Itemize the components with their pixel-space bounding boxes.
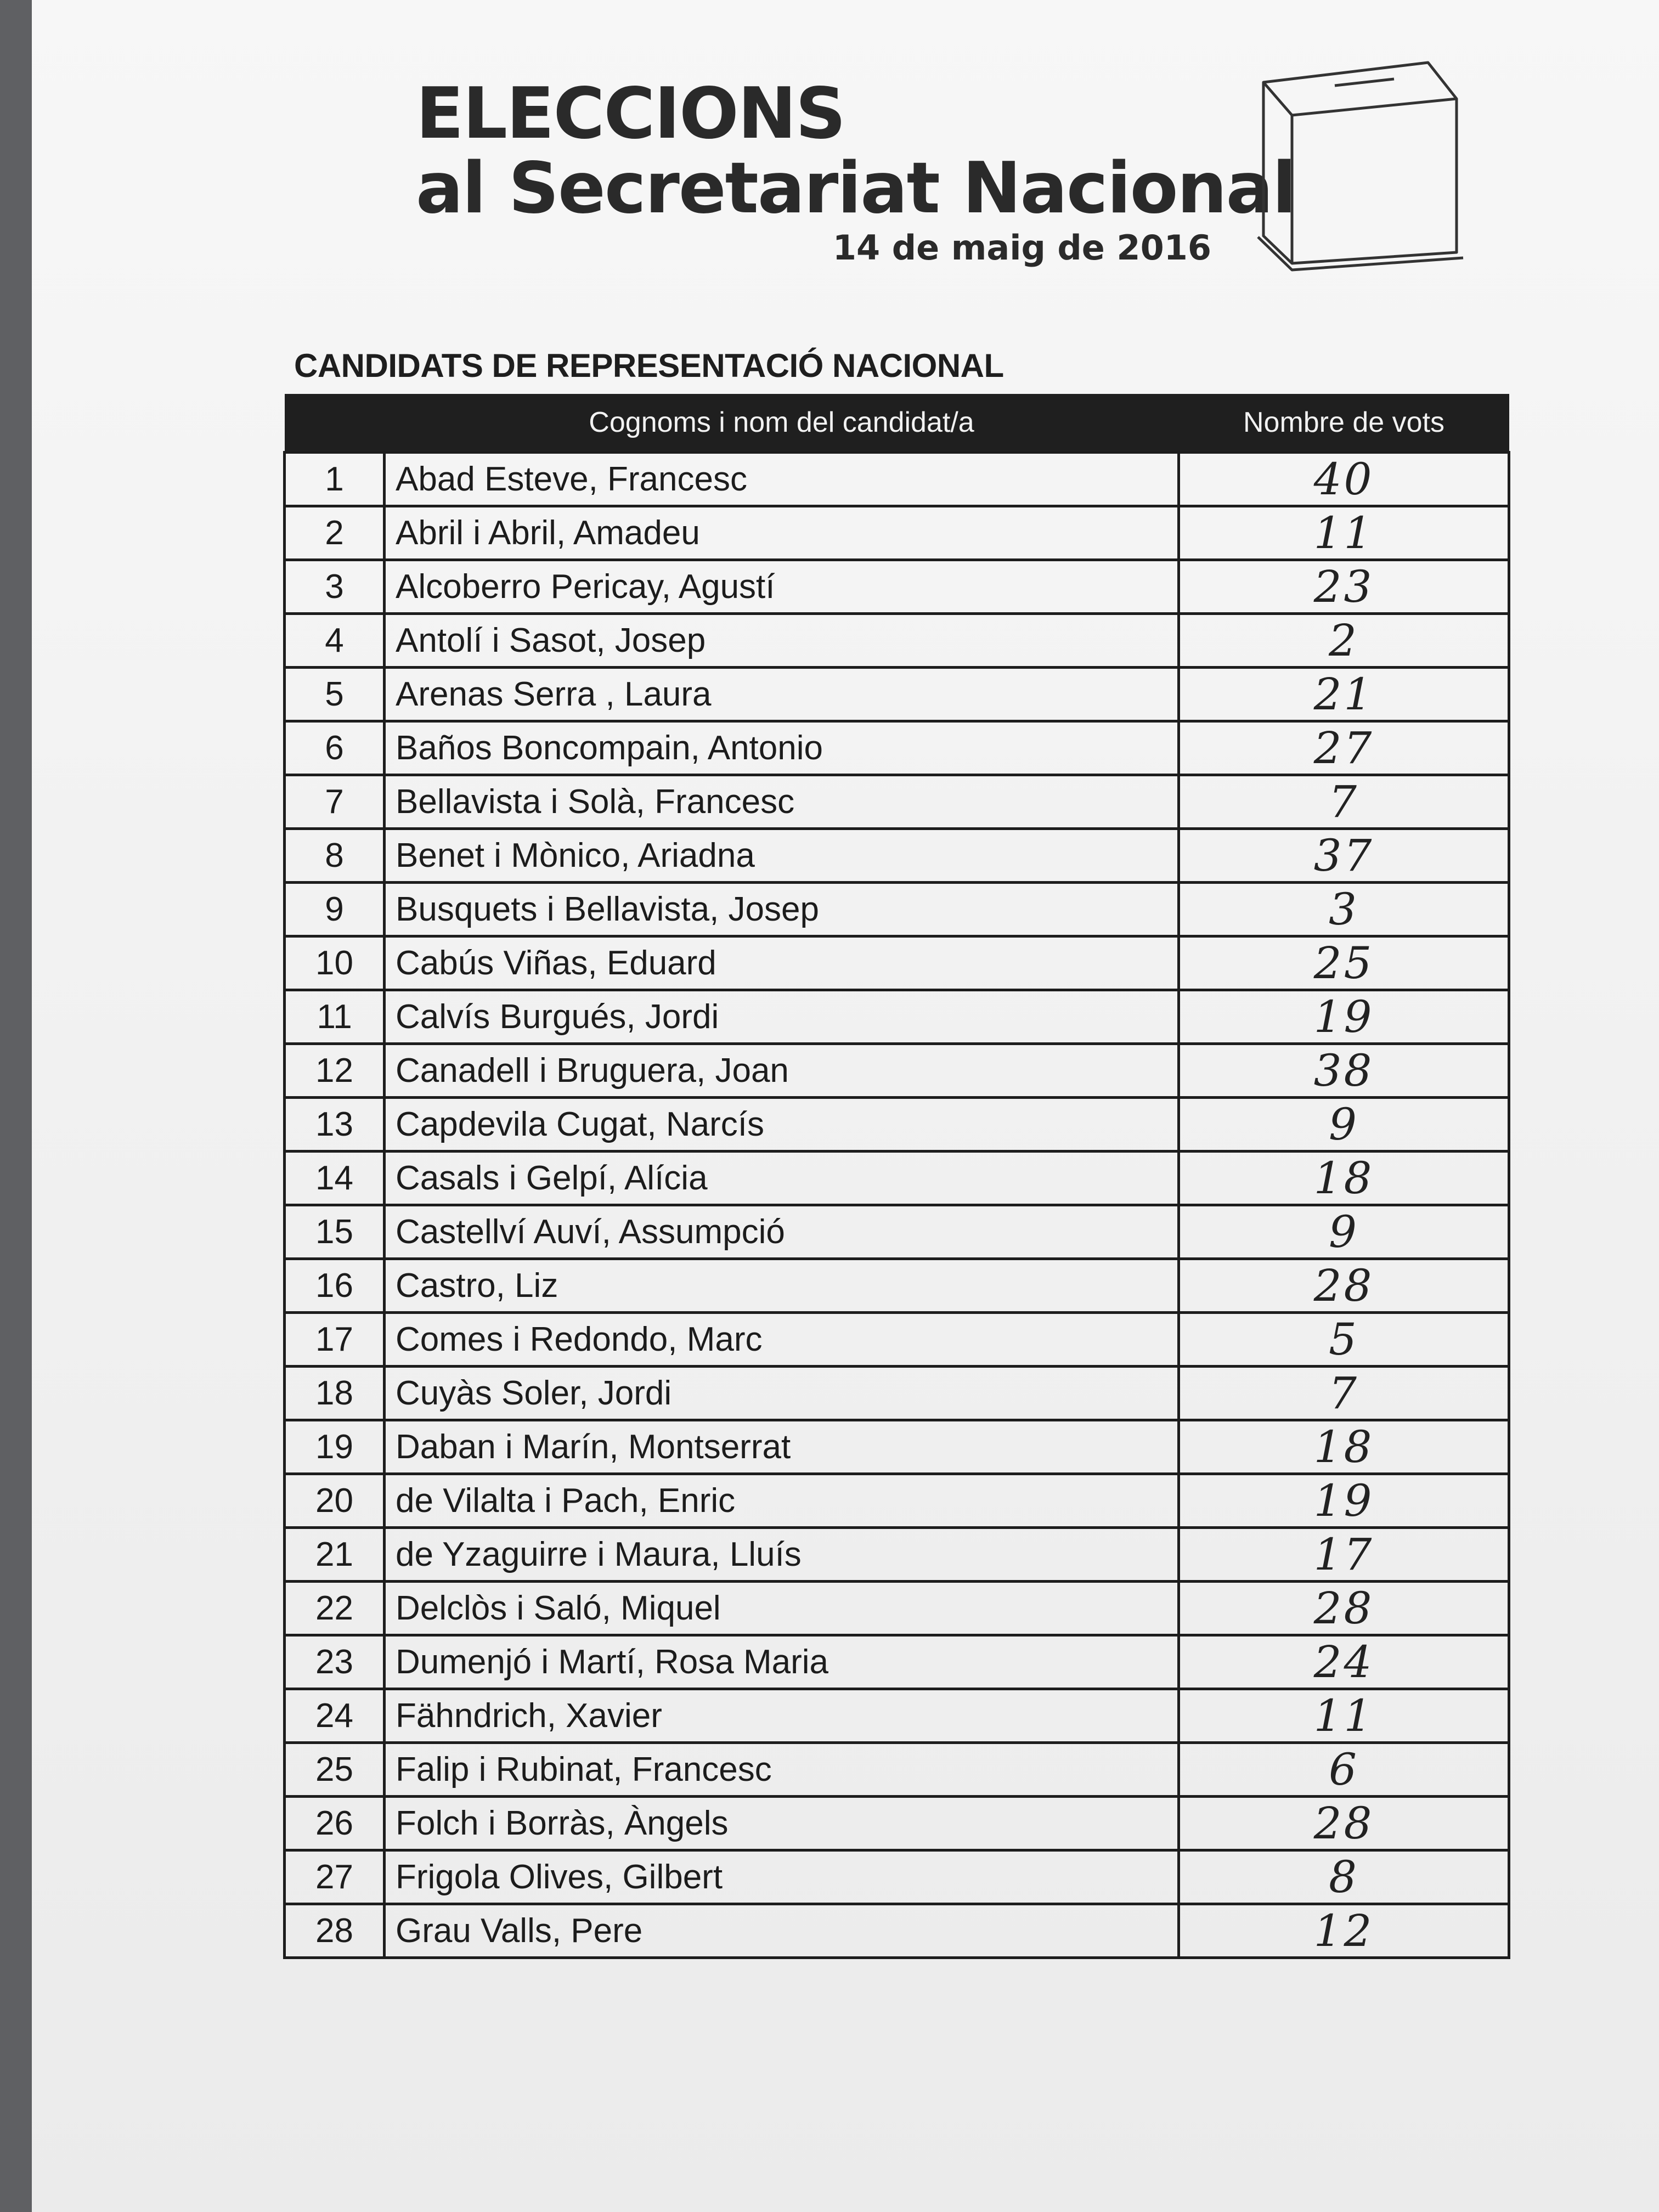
row-number: 27 bbox=[285, 1850, 385, 1904]
table-row bbox=[285, 1582, 1509, 1635]
candidate-name: de Vilalta i Pach, Enric bbox=[385, 1474, 1179, 1528]
vote-count: 17 bbox=[1179, 1528, 1509, 1582]
table-row bbox=[285, 614, 1509, 668]
candidates-table bbox=[283, 394, 1510, 1959]
vote-count: 28 bbox=[1179, 1259, 1509, 1313]
row-number: 3 bbox=[285, 560, 385, 614]
vote-count: 28 bbox=[1179, 1582, 1509, 1635]
row-number: 15 bbox=[285, 1205, 385, 1259]
row-number: 22 bbox=[285, 1582, 385, 1635]
vote-count: 28 bbox=[1179, 1797, 1509, 1850]
candidate-name: Abril i Abril, Amadeu bbox=[385, 506, 1179, 560]
vote-count: 9 bbox=[1179, 1098, 1509, 1152]
candidate-name: Canadell i Bruguera, Joan bbox=[385, 1044, 1179, 1098]
row-number: 4 bbox=[285, 614, 385, 668]
candidate-name: Busquets i Bellavista, Josep bbox=[385, 883, 1179, 936]
vote-count: 38 bbox=[1179, 1044, 1509, 1098]
candidate-name: Baños Boncompain, Antonio bbox=[385, 721, 1179, 775]
table-row bbox=[285, 936, 1509, 990]
candidate-name: Comes i Redondo, Marc bbox=[385, 1313, 1179, 1367]
row-number: 5 bbox=[285, 668, 385, 721]
row-number: 10 bbox=[285, 936, 385, 990]
vote-count: 2 bbox=[1179, 614, 1509, 668]
row-number: 26 bbox=[285, 1797, 385, 1850]
table-row bbox=[285, 668, 1509, 721]
table-row bbox=[285, 1904, 1509, 1958]
candidate-name: Antolí i Sasot, Josep bbox=[385, 614, 1179, 668]
vote-count: 7 bbox=[1179, 775, 1509, 829]
table-row bbox=[285, 1152, 1509, 1205]
table-row bbox=[285, 1797, 1509, 1850]
section-title: CANDIDATS DE REPRESENTACIÓ NACIONAL bbox=[294, 347, 1004, 384]
table-row bbox=[285, 1098, 1509, 1152]
row-number: 6 bbox=[285, 721, 385, 775]
table-row bbox=[285, 775, 1509, 829]
table-row bbox=[285, 1420, 1509, 1474]
vote-count: 11 bbox=[1179, 506, 1509, 560]
table-row bbox=[285, 721, 1509, 775]
row-number: 7 bbox=[285, 775, 385, 829]
row-number: 13 bbox=[285, 1098, 385, 1152]
candidate-name: Castro, Liz bbox=[385, 1259, 1179, 1313]
election-title bbox=[416, 73, 1295, 270]
table-row bbox=[285, 453, 1509, 506]
row-number: 2 bbox=[285, 506, 385, 560]
column-header-candidate: Cognoms i nom del candidat/a bbox=[385, 394, 1179, 453]
vote-count: 8 bbox=[1179, 1850, 1509, 1904]
table-row bbox=[285, 1850, 1509, 1904]
vote-count: 37 bbox=[1179, 829, 1509, 883]
candidate-name: Calvís Burgués, Jordi bbox=[385, 990, 1179, 1044]
row-number: 28 bbox=[285, 1904, 385, 1958]
candidate-name: de Yzaguirre i Maura, Lluís bbox=[385, 1528, 1179, 1582]
vote-count: 23 bbox=[1179, 560, 1509, 614]
table-row bbox=[285, 1743, 1509, 1797]
row-number: 24 bbox=[285, 1689, 385, 1743]
vote-count: 19 bbox=[1179, 990, 1509, 1044]
table-row bbox=[285, 1367, 1509, 1420]
row-number: 1 bbox=[285, 453, 385, 506]
election-date: 14 de maig de 2016 bbox=[832, 228, 1211, 268]
candidate-name: Arenas Serra , Laura bbox=[385, 668, 1179, 721]
candidate-name: Capdevila Cugat, Narcís bbox=[385, 1098, 1179, 1152]
table-row bbox=[285, 560, 1509, 614]
candidate-name: Daban i Marín, Montserrat bbox=[385, 1420, 1179, 1474]
candidate-name: Grau Valls, Pere bbox=[385, 1904, 1179, 1958]
candidate-name: Cuyàs Soler, Jordi bbox=[385, 1367, 1179, 1420]
candidate-name: Abad Esteve, Francesc bbox=[385, 453, 1179, 506]
row-number: 20 bbox=[285, 1474, 385, 1528]
table-row bbox=[285, 1205, 1509, 1259]
ballot-sheet bbox=[32, 0, 1659, 2212]
vote-count: 3 bbox=[1179, 883, 1509, 936]
table-header-row bbox=[285, 394, 1509, 453]
column-header-votes: Nombre de vots bbox=[1179, 394, 1509, 453]
candidate-name: Castellví Auví, Assumpció bbox=[385, 1205, 1179, 1259]
row-number: 19 bbox=[285, 1420, 385, 1474]
vote-count: 12 bbox=[1179, 1904, 1509, 1958]
vote-count: 18 bbox=[1179, 1420, 1509, 1474]
candidate-name: Frigola Olives, Gilbert bbox=[385, 1850, 1179, 1904]
row-number: 25 bbox=[285, 1743, 385, 1797]
row-number: 11 bbox=[285, 990, 385, 1044]
candidate-name: Cabús Viñas, Eduard bbox=[385, 936, 1179, 990]
row-number: 12 bbox=[285, 1044, 385, 1098]
vote-count: 5 bbox=[1179, 1313, 1509, 1367]
table-row bbox=[285, 1689, 1509, 1743]
vote-count: 18 bbox=[1179, 1152, 1509, 1205]
table-row bbox=[285, 506, 1509, 560]
vote-count: 40 bbox=[1179, 453, 1509, 506]
row-number: 23 bbox=[285, 1635, 385, 1689]
candidate-name: Fähndrich, Xavier bbox=[385, 1689, 1179, 1743]
table-row bbox=[285, 1474, 1509, 1528]
table-row bbox=[285, 1528, 1509, 1582]
vote-count: 25 bbox=[1179, 936, 1509, 990]
table-row bbox=[285, 1313, 1509, 1367]
candidate-name: Falip i Rubinat, Francesc bbox=[385, 1743, 1179, 1797]
title-line-2: al Secretariat Nacional bbox=[416, 148, 1295, 229]
row-number: 14 bbox=[285, 1152, 385, 1205]
vote-count: 6 bbox=[1179, 1743, 1509, 1797]
table-row bbox=[285, 883, 1509, 936]
vote-count: 9 bbox=[1179, 1205, 1509, 1259]
row-number: 16 bbox=[285, 1259, 385, 1313]
candidate-name: Dumenjó i Martí, Rosa Maria bbox=[385, 1635, 1179, 1689]
candidate-name: Folch i Borràs, Àngels bbox=[385, 1797, 1179, 1850]
table-row bbox=[285, 1044, 1509, 1098]
row-number: 17 bbox=[285, 1313, 385, 1367]
vote-count: 7 bbox=[1179, 1367, 1509, 1420]
candidate-name: Casals i Gelpí, Alícia bbox=[385, 1152, 1179, 1205]
table-row bbox=[285, 990, 1509, 1044]
column-header-number bbox=[285, 394, 385, 453]
candidate-name: Bellavista i Solà, Francesc bbox=[385, 775, 1179, 829]
title-line-1: ELECCIONS bbox=[416, 73, 845, 155]
candidate-name: Delclòs i Saló, Miquel bbox=[385, 1582, 1179, 1635]
row-number: 18 bbox=[285, 1367, 385, 1420]
vote-count: 19 bbox=[1179, 1474, 1509, 1528]
row-number: 21 bbox=[285, 1528, 385, 1582]
table-row bbox=[285, 1259, 1509, 1313]
vote-count: 21 bbox=[1179, 668, 1509, 721]
vote-count: 11 bbox=[1179, 1689, 1509, 1743]
row-number: 8 bbox=[285, 829, 385, 883]
vote-count: 24 bbox=[1179, 1635, 1509, 1689]
row-number: 9 bbox=[285, 883, 385, 936]
candidate-name: Alcoberro Pericay, Agustí bbox=[385, 560, 1179, 614]
ballot-box-icon bbox=[1252, 55, 1472, 274]
table-row bbox=[285, 1635, 1509, 1689]
table-row bbox=[285, 829, 1509, 883]
candidate-name: Benet i Mònico, Ariadna bbox=[385, 829, 1179, 883]
vote-count: 27 bbox=[1179, 721, 1509, 775]
